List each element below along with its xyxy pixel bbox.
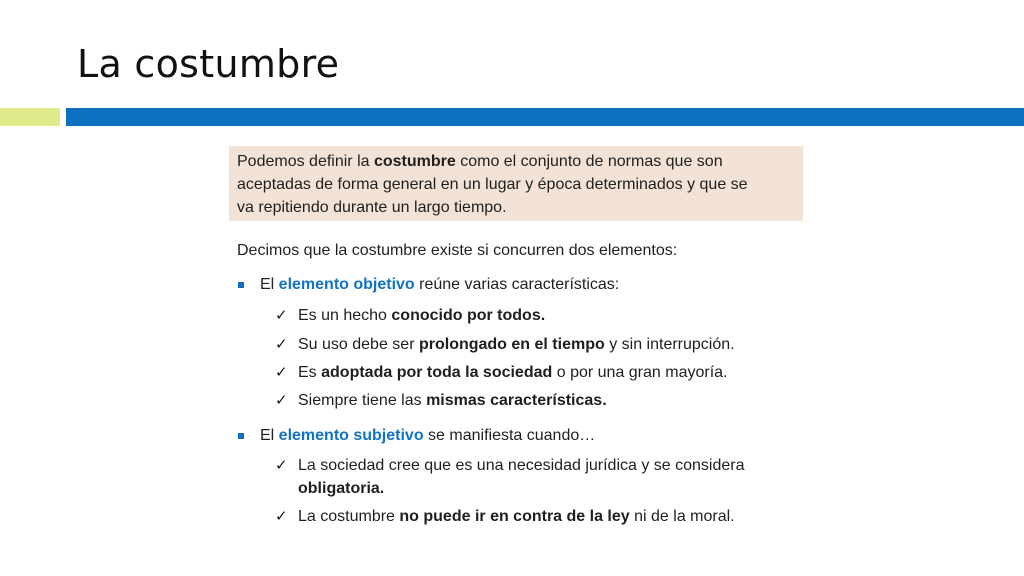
- definition-line-1: [237, 150, 795, 173]
- definition-text: Podemos definir la: [237, 153, 374, 170]
- checkmark-icon: ✓: [275, 391, 288, 409]
- definition-text: como el conjunto de normas que son: [455, 153, 723, 170]
- subjective-term: elemento subjetivo: [278, 427, 424, 444]
- square-bullet-icon: [238, 282, 244, 288]
- checkmark-icon: ✓: [275, 456, 288, 474]
- bullet-text: El elemento subjetivo se manifiesta cuando…: [260, 427, 596, 444]
- objective-term: elemento objetivo: [278, 276, 415, 293]
- bullet-text: El elemento objetivo reúne varias características:: [260, 276, 620, 293]
- intro-text: Decimos que la costumbre existe si concurren dos elementos:: [237, 242, 678, 259]
- checkmark-icon: ✓: [275, 363, 288, 381]
- checkmark-icon: ✓: [275, 306, 288, 324]
- check-text-line: La sociedad cree que es una necesidad jurídica y se considera: [298, 457, 745, 474]
- checkmark-icon: ✓: [275, 507, 288, 525]
- definition-keyword: costumbre: [373, 153, 456, 170]
- definition-line-3: va repitiendo durante un largo tiempo.: [237, 199, 507, 216]
- checkmark-icon: ✓: [275, 335, 288, 353]
- slide-title: La costumbre: [77, 42, 340, 86]
- definition-box: [229, 146, 803, 221]
- check-text-bold: obligatoria.: [298, 480, 385, 497]
- title-underline-bar: [66, 108, 1024, 126]
- square-bullet-icon: [238, 433, 244, 439]
- title-accent-bar: [0, 108, 60, 126]
- definition-line-2: aceptadas de forma general en un lugar y época determinados y que se: [237, 176, 748, 193]
